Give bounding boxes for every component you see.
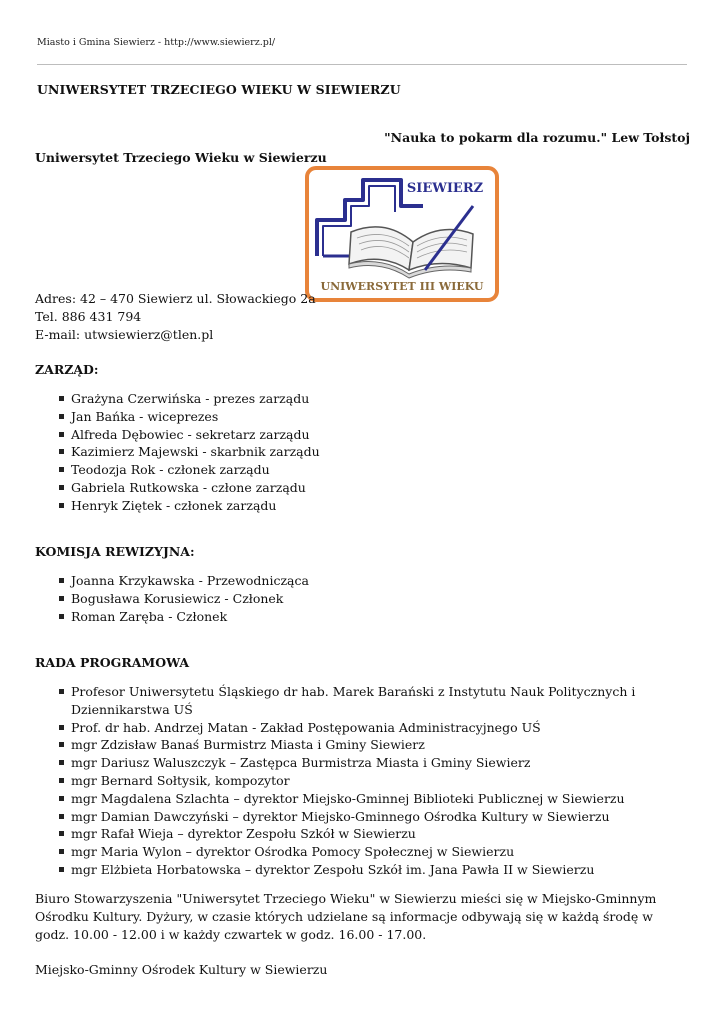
list-item: Gabriela Rutkowska - człone zarządu <box>57 479 320 497</box>
list-item: Jan Bańka - wiceprezes <box>57 408 320 426</box>
address: Adres: 42 – 470 Siewierz ul. Słowackiego 2a <box>35 291 316 306</box>
contact-block <box>35 290 316 344</box>
komisja-heading: KOMISJA REWIZYJNA: <box>35 544 195 559</box>
zarzad-heading: ZARZĄD: <box>35 362 99 377</box>
list-item: mgr Damian Dawczyński – dyrektor Miejsko-Gminnego Ośrodka Kultury w Siewierzu <box>57 808 687 826</box>
office-info: Biuro Stowarzyszenia "Uniwersytet Trzeciego Wieku" w Siewierzu mieści się w Miejsko-Gminnym Ośrodku Kultury. Dyżury, w czasie których udzielane są informacje odbywają się w każdą środę w godz. 10.00 - 12.00 i w każdy czwartek w godz. 16.00 - 17.00. <box>35 891 657 942</box>
org-name: Uniwersytet Trzeciego Wieku w Siewierzu <box>35 150 327 165</box>
list-item: Prof. dr hab. Andrzej Matan - Zakład Postępowania Administracyjnego UŚ <box>57 719 687 737</box>
list-item: Henryk Ziętek - członek zarządu <box>57 497 320 515</box>
list-item: Alfreda Dębowiec - sekretarz zarządu <box>57 426 320 444</box>
list-item: mgr Magdalena Szlachta – dyrektor Miejsko-Gminnej Biblioteki Publicznej w Siewierzu <box>57 790 687 808</box>
footer-line: Miejsko-Gminny Ośrodek Kultury w Siewierzu <box>35 962 328 977</box>
komisja-list <box>57 572 309 625</box>
rada-list <box>57 683 687 879</box>
logo-bottom-text: UNIWERSYTET III WIEKU <box>320 280 484 293</box>
zarzad-list <box>57 390 320 515</box>
rada-heading: RADA PROGRAMOWA <box>35 655 190 670</box>
logo-top-text: SIEWIERZ <box>406 181 484 196</box>
list-item: Bogusława Korusiewicz - Członek <box>57 590 309 608</box>
page-header-url: Miasto i Gmina Siewierz - http://www.siewierz.pl/ <box>37 37 276 48</box>
email: E-mail: utwsiewierz@tlen.pl <box>35 327 214 342</box>
list-item: Teodozja Rok - członek zarządu <box>57 461 320 479</box>
list-item: mgr Elżbieta Horbatowska – dyrektor Zespołu Szkół im. Jana Pawła II w Siewierzu <box>57 861 687 879</box>
list-item: Joanna Krzykawska - Przewodnicząca <box>57 572 309 590</box>
page-title: UNIWERSYTET TRZECIEGO WIEKU W SIEWIERZU <box>37 82 401 97</box>
list-item: mgr Maria Wylon – dyrektor Ośrodka Pomocy Społecznej w Siewierzu <box>57 843 687 861</box>
list-item: Roman Zaręba - Członek <box>57 608 309 626</box>
quote: "Nauka to pokarm dla rozumu." Lew Tołstoj <box>384 130 690 145</box>
phone: Tel. 886 431 794 <box>35 309 142 324</box>
utw-logo <box>305 166 499 302</box>
list-item: Profesor Uniwersytetu Śląskiego dr hab. Marek Barański z Instytutu Nauk Politycznych i Dziennikarstwa UŚ <box>57 683 687 719</box>
list-item: mgr Rafał Wieja – dyrektor Zespołu Szkół w Siewierzu <box>57 825 687 843</box>
list-item: mgr Bernard Sołtysik, kompozytor <box>57 772 687 790</box>
list-item: mgr Zdzisław Banaś Burmistrz Miasta i Gminy Siewierz <box>57 736 687 754</box>
list-item: Grażyna Czerwińska - prezes zarządu <box>57 390 320 408</box>
header-divider <box>37 64 687 65</box>
list-item: mgr Dariusz Waluszczyk – Zastępca Burmistrza Miasta i Gminy Siewierz <box>57 754 687 772</box>
list-item: Kazimierz Majewski - skarbnik zarządu <box>57 443 320 461</box>
